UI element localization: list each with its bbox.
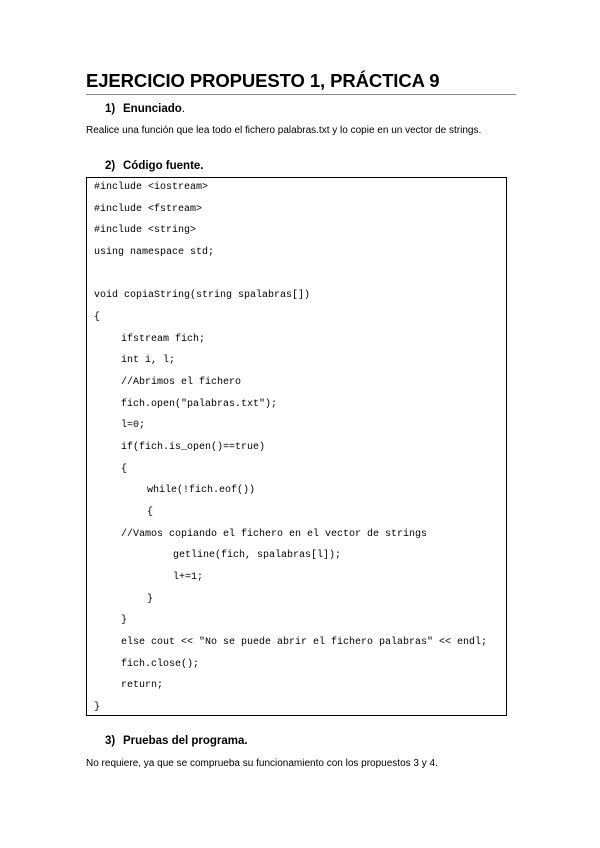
code-line: ifstream fich; xyxy=(121,334,206,345)
code-line: } xyxy=(121,615,128,626)
code-line: { xyxy=(94,312,101,323)
code-line: using namespace std; xyxy=(94,247,215,258)
code-line: fich.close(); xyxy=(121,659,200,670)
section-title: Pruebas del programa. xyxy=(123,735,248,747)
code-line: if(fich.is_open()==true) xyxy=(121,442,266,453)
section-number: 3) xyxy=(105,735,116,747)
code-line: } xyxy=(94,702,101,713)
code-line: else cout << "No se puede abrir el fichero palabras" << endl; xyxy=(121,637,488,648)
section-heading-pruebas xyxy=(105,734,248,748)
section-heading-codigo xyxy=(105,159,204,173)
section-heading-enunciado xyxy=(105,102,185,116)
code-line: //Abrimos el fichero xyxy=(121,377,242,388)
code-line: { xyxy=(147,507,154,518)
code-line: l=0; xyxy=(121,420,146,431)
code-line: l+=1; xyxy=(173,572,204,583)
code-line: fich.open("palabras.txt"); xyxy=(121,399,278,410)
section-title-suffix: . xyxy=(181,103,185,115)
code-line: while(!fich.eof()) xyxy=(147,485,256,496)
code-line: #include <string> xyxy=(94,225,197,236)
source-code-box xyxy=(86,177,507,716)
enunciado-text: Realice una función que lea todo el fichero palabras.txt y lo copie en un vector de strings. xyxy=(86,125,482,136)
title-underline xyxy=(86,94,516,95)
code-line: } xyxy=(147,594,154,605)
code-line: { xyxy=(121,464,128,475)
section-title: Enunciado xyxy=(123,103,182,115)
section-number: 1) xyxy=(105,103,116,115)
section-number: 2) xyxy=(105,160,116,172)
pruebas-text: No requiere, ya que se comprueba su funcionamiento con los propuestos 3 y 4. xyxy=(86,758,438,769)
code-line: int i, l; xyxy=(121,355,176,366)
code-line: //Vamos copiando el fichero en el vector de strings xyxy=(121,529,428,540)
code-line: return; xyxy=(121,680,164,691)
section-title: Código fuente. xyxy=(123,160,204,172)
code-line: #include <fstream> xyxy=(94,204,203,215)
code-line: void copiaString(string spalabras[]) xyxy=(94,290,311,301)
code-line: getline(fich, spalabras[l]); xyxy=(173,550,342,561)
code-line: #include <iostream> xyxy=(94,182,209,193)
document-title: EJERCICIO PROPUESTO 1, PRÁCTICA 9 xyxy=(86,70,440,91)
